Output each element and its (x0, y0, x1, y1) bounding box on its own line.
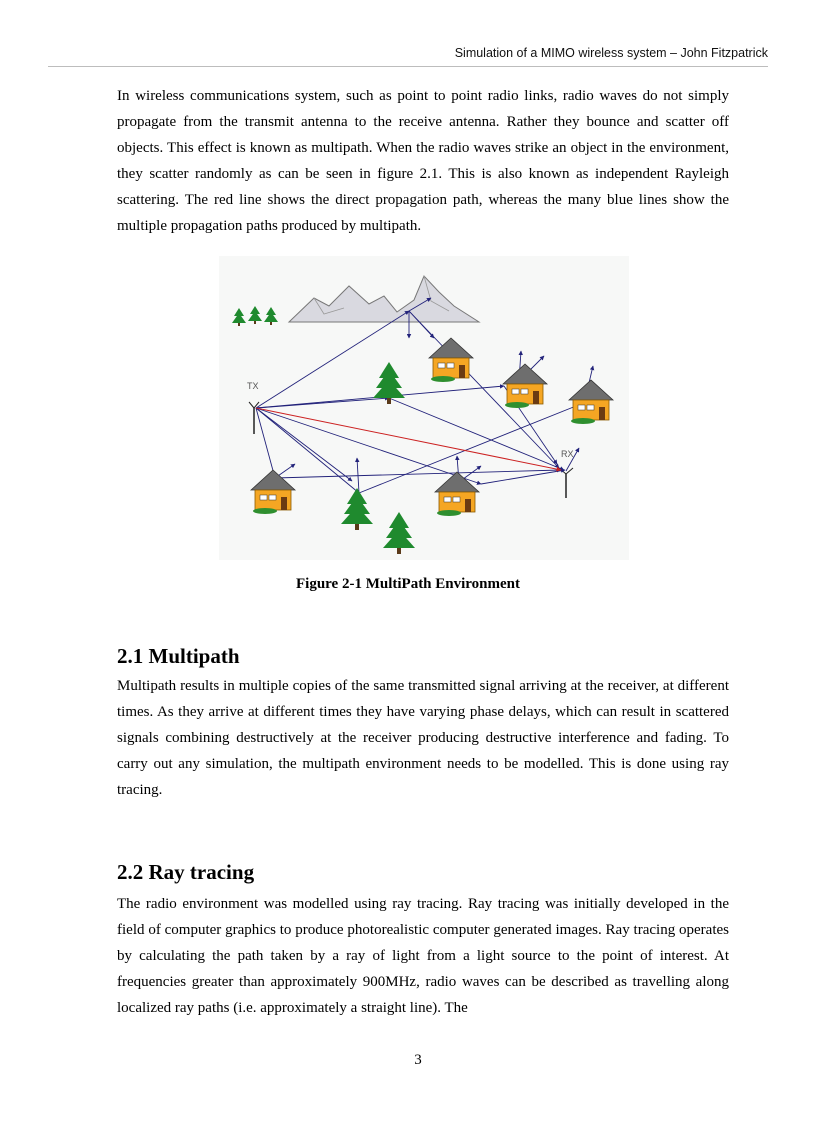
section-paragraph-ray-tracing: The radio environment was modelled using ray tracing. Ray tracing was initially developed in the field of computer graphics to produce photorealistic computer generated images. Ray tracing operates by calculating the path taken by a ray of light from a light source to the point of interest. At frequencies greater than approximately 900MHz, radio waves can be described as travelling along localized ray paths (i.e. approximately a straight line). The (117, 896, 729, 1016)
page-number: 3 (414, 1052, 422, 1068)
header-rule (48, 66, 768, 67)
multipath-figure (219, 256, 629, 560)
rx-label: RX (561, 449, 574, 459)
intro-paragraph: In wireless communications system, such as point to point radio links, radio waves do not simply propagate from the transmit antenna to the receive antenna. Rather they bounce and scatter off objects. This effect is known as multipath. When the radio waves strike an object in the environment, they scatter randomly as can be seen in figure 2.1. This is also known as independent Rayleigh scattering. The red line shows the direct propagation path, whereas the many blue lines show the multiple propagation paths produced by multipath. (117, 88, 729, 234)
figure-caption: Figure 2-1 MultiPath Environment (295, 576, 521, 592)
section-heading-multipath: 2.1 Multipath (117, 644, 240, 668)
section-paragraph-multipath: Multipath results in multiple copies of the same transmitted signal arriving at the receiver, at different times. As they arrive at different times they have varying phase delays, which can result in scattered signals combining destructively at the receiver producing destructive interference and fading. To carry out any simulation, the multipath environment needs to be modelled. This is done using ray tracing. (117, 678, 729, 798)
section-heading-ray-tracing: 2.2 Ray tracing (117, 860, 255, 884)
tx-label: TX (247, 381, 259, 391)
running-header: Simulation of a MIMO wireless system – John Fitzpatrick (454, 46, 768, 60)
